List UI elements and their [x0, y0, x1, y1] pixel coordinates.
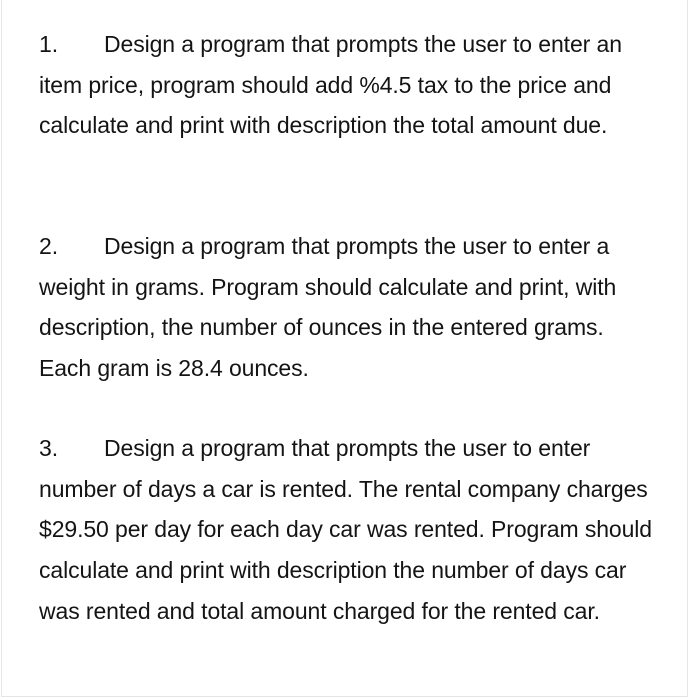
question-text: Design a program that prompts the user to enter a weight in grams. Program should calculate and print, with description, the number of ounces in the entered grams. Each gram is 28.4 ounces.	[39, 233, 617, 382]
question-number: 1.	[39, 31, 58, 57]
question-1	[39, 24, 659, 146]
question-number: 3.	[39, 435, 58, 461]
question-3	[39, 428, 659, 632]
question-number: 2.	[39, 233, 58, 259]
question-2	[39, 226, 659, 389]
document-page	[1, 0, 688, 697]
question-text: Design a program that prompts the user to enter number of days a car is rented. The rental company charges $29.50 per day for each day car was rented. Program should calculate and print with description the number of days car was rented and total amount charged for the rented car.	[39, 435, 652, 624]
question-text: Design a program that prompts the user to enter an item price, program should add %4.5 tax to the price and calculate and print with description the total amount due.	[39, 31, 622, 139]
